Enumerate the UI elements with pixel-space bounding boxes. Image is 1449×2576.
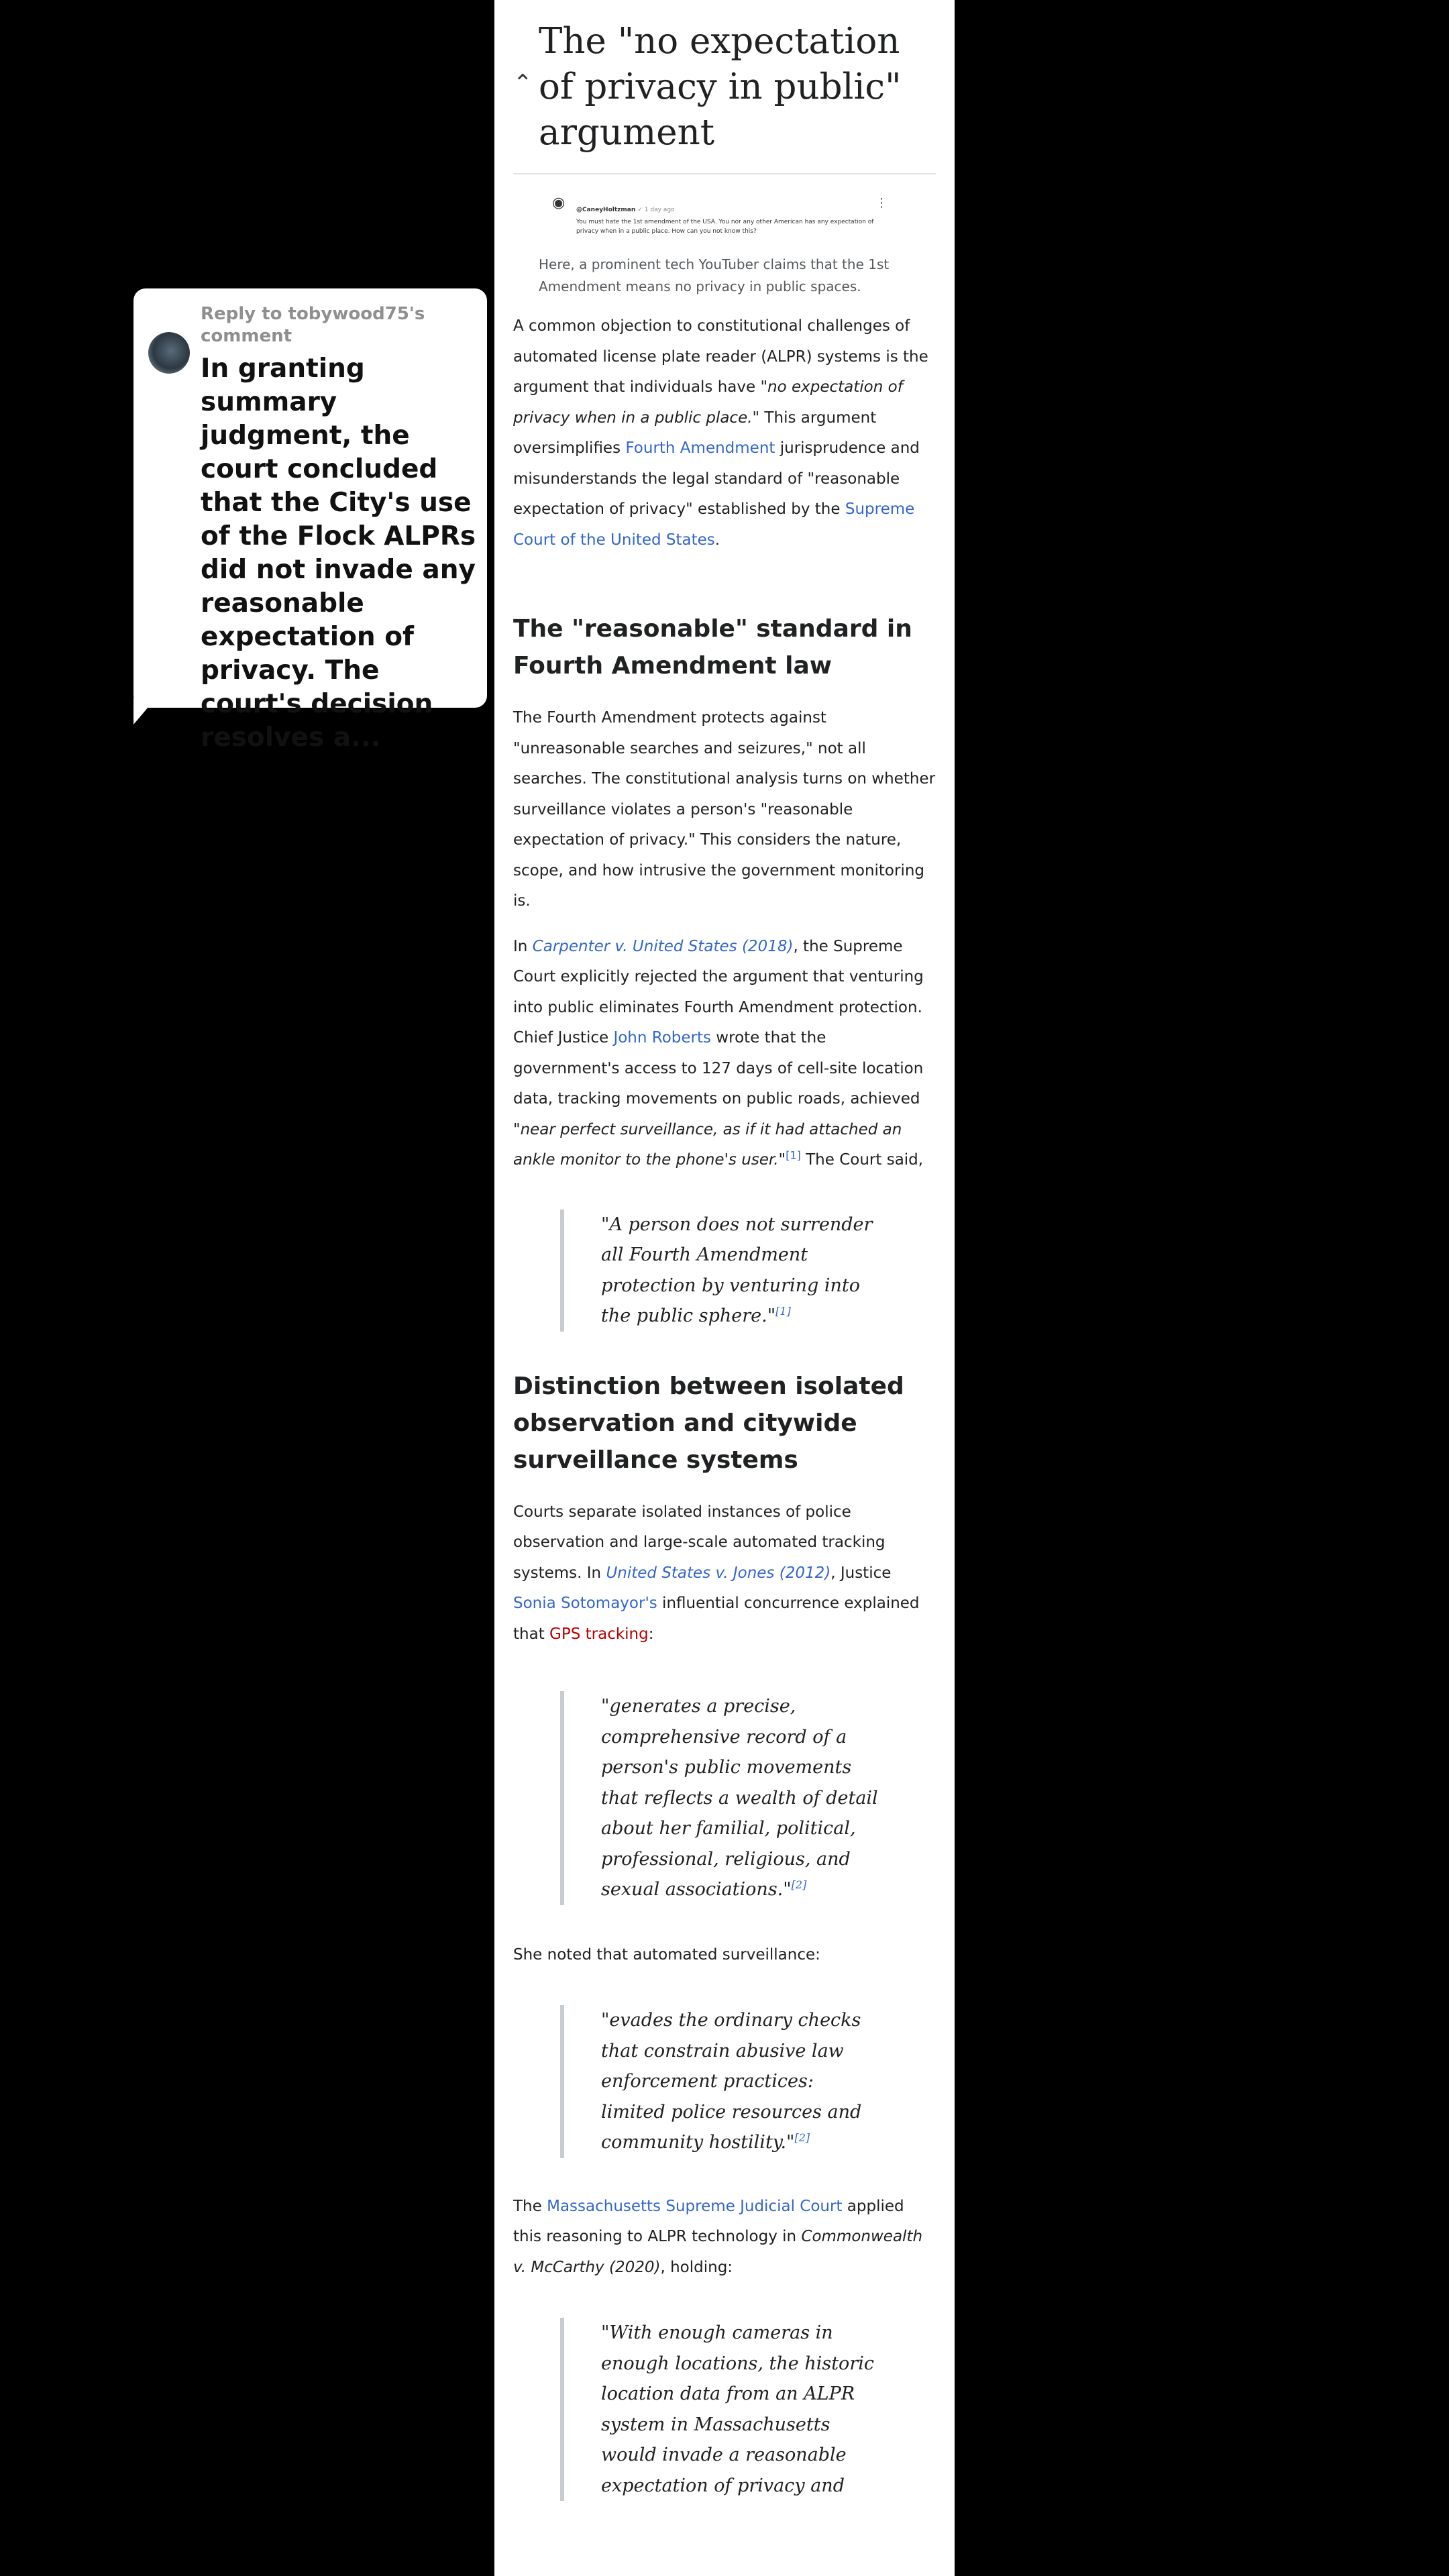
paragraph: The Fourth Amendment protects against "unreasonable searches and seizures," not all searches. The constitutional analysis turns on whether surveillance violates a person's "reasonable expectation of privacy." This considers the nature, scope, and how intrusive the government monitoring is.	[513, 709, 936, 910]
link-carpenter-case[interactable]: Carpenter v. United States (2018)	[532, 937, 794, 955]
link-supreme-court[interactable]: Supreme Court of the United States	[513, 500, 915, 549]
chevron-up-icon[interactable]: ⌃	[513, 70, 533, 97]
reference-link[interactable]: [2]	[794, 2131, 810, 2144]
blockquote-mccarthy: "With enough cameras in enough locations, the historic location data from an ALPR system in Massachusetts would invade a reasonable expectation of privacy and	[560, 2318, 883, 2501]
link-gps-tracking[interactable]: GPS tracking	[549, 1625, 649, 1643]
reply-label: Reply to tobywood75's comment	[201, 304, 425, 346]
paragraph-mccarthy: The Massachusetts Supreme Judicial Court applied this reasoning to ALPR technology in Commonwealth v. McCarthy (2020), holding:	[513, 2197, 923, 2276]
screenshot-comment-text: You must hate the 1st amendment of the USA. You nor any other American has any expectation of privacy when in a public place. How can you not know this?	[576, 219, 874, 235]
screenshot-username: @CaneyHoltzman	[576, 207, 636, 213]
article-panel	[494, 0, 955, 2576]
blockquote-jones: "generates a precise, comprehensive record of a person's public movements that reflects a wealth of detail about her familial, political, professional, religious, and sexual associations."[2]	[560, 1691, 883, 1905]
screenshot-comment	[552, 195, 888, 246]
blockquote-carpenter: "A person does not surrender all Fourth Amendment protection by venturing into the public sphere."[1]	[560, 1210, 883, 1332]
link-jones-case[interactable]: United States v. Jones (2012)	[606, 1564, 831, 1582]
reply-comment-bubble[interactable]	[133, 288, 487, 753]
heading-distinction: Distinction between isolated observation and citywide surveillance systems	[513, 1372, 904, 1474]
reference-link[interactable]: [2]	[791, 1878, 807, 1891]
blockquote-surveillance: "evades the ordinary checks that constrain abusive law enforcement practices: limited police resources and community hostility."[2]	[560, 2005, 883, 2158]
heading-reasonable-standard: The "reasonable" standard in Fourth Amendment law	[513, 615, 912, 680]
link-massachusetts-sjc[interactable]: Massachusetts Supreme Judicial Court	[547, 2197, 843, 2215]
reply-text: In granting summary judgment, the court concluded that the City's use of the Flock ALPRs did not invade any reasonable expectation of privacy. The court's decision resolves a...	[201, 354, 476, 753]
section-header	[513, 0, 936, 174]
more-options-icon: ⋮	[875, 196, 888, 210]
link-fourth-amendment[interactable]: Fourth Amendment	[625, 439, 775, 457]
paragraph-carpenter: In Carpenter v. United States (2018), the Supreme Court explicitly rejected the argument that venturing into public eliminates Fourth Amendment protection. Chief Justice John Roberts wrote that the government's access to 127 days of cell-site location data, tracking movements on public roads, achieved "near perfect surveillance, as if it had attached an ankle monitor to the phone's user."[1] The Court said,	[513, 937, 924, 1169]
link-sonia-sotomayor[interactable]: Sonia Sotomayor's	[513, 1595, 657, 1612]
bubble-tail	[133, 698, 156, 724]
reference-link[interactable]: [1]	[786, 1148, 801, 1162]
screenshot-time: ✓ 1 day ago	[637, 207, 675, 213]
avatar[interactable]	[148, 332, 190, 374]
paragraph-jones: Courts separate isolated instances of police observation and large-scale automated tracking systems. In United States v. Jones (2012), Justice Sonia Sotomayor's influential concurrence explained that GPS tracking:	[513, 1503, 920, 1643]
intro-paragraph: A common objection to constitutional challenges of automated license plate reader (ALPR) systems is the argument that individuals have "no expectation of privacy when in a public place." This argument oversimplifies Fourth Amendment jurisprudence and misunderstands the legal standard of "reasonable expectation of privacy" established by the Supreme Court of the United States.	[513, 317, 928, 549]
channel-logo-icon: ◉	[552, 195, 566, 211]
paragraph: She noted that automated surveillance:	[513, 1945, 820, 1964]
image-caption: Here, a prominent tech YouTuber claims that the 1st Amendment means no privacy in public spaces.	[539, 256, 890, 294]
section-title: The "no expectation of privacy in public" argument	[539, 21, 902, 153]
embedded-screenshot	[539, 195, 890, 298]
link-john-roberts[interactable]: John Roberts	[613, 1029, 711, 1046]
reference-link[interactable]: [1]	[775, 1305, 791, 1318]
